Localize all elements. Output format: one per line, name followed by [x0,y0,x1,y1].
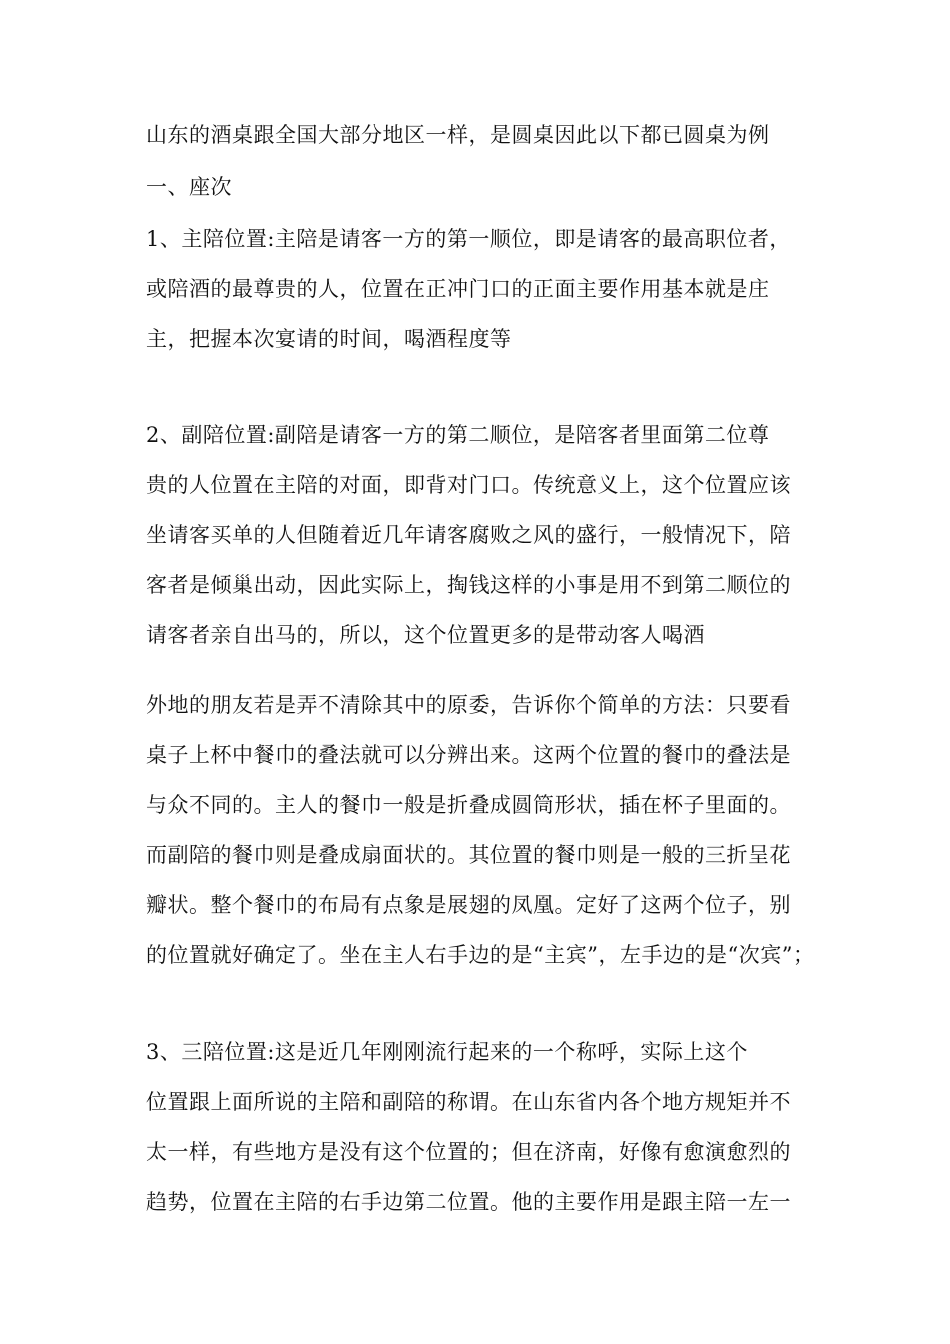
para3-line-6: 的位置就好确定了。坐在主人右手边的是“主宾”，左手边的是“次宾”； [146,943,815,967]
para3-line-2: 桌子上杯中餐巾的叠法就可以分辨出来。这两个位置的餐巾的叠法是 [146,743,791,767]
para4-line-2: 位置跟上面所说的主陪和副陪的称谓。在山东省内各个地方规矩并不 [146,1090,791,1114]
para2-line-5: 请客者亲自出马的，所以，这个位置更多的是带动客人喝酒 [146,623,705,647]
para3-line-5: 瓣状。整个餐巾的布局有点象是展翅的凤凰。定好了这两个位子，别 [146,893,791,917]
para2-line-2: 贵的人位置在主陪的对面，即背对门口。传统意义上，这个位置应该 [146,473,791,497]
para3-line-1: 外地的朋友若是弄不清除其中的原委，告诉你个简单的方法：只要看 [146,693,791,717]
section-heading: 一、座次 [146,175,232,199]
para4-line-1: 3、三陪位置:这是近几年刚刚流行起来的一个称呼，实际上这个 [146,1040,748,1064]
intro-line: 山东的酒桌跟全国大部分地区一样，是圆桌因此以下都已圆桌为例 [146,123,770,147]
para1-line-1: 1、主陪位置:主陪是请客一方的第一顺位，即是请客的最高职位者， [146,227,791,251]
para4-line-3: 太一样，有些地方是没有这个位置的；但在济南，好像有愈演愈烈的 [146,1140,791,1164]
para3-line-4: 而副陪的餐巾则是叠成扇面状的。其位置的餐巾则是一般的三折呈花 [146,843,791,867]
para2-line-3: 坐请客买单的人但随着近几年请客腐败之风的盛行，一般情况下，陪 [146,523,791,547]
para3-line-3: 与众不同的。主人的餐巾一般是折叠成圆筒形状，插在杯子里面的。 [146,793,791,817]
para4-line-4: 趋势，位置在主陪的右手边第二位置。他的主要作用是跟主陪一左一 [146,1190,791,1214]
para1-line-2: 或陪酒的最尊贵的人，位置在正冲门口的正面主要作用基本就是庄 [146,277,770,301]
para2-line-1: 2、副陪位置:副陪是请客一方的第二顺位，是陪客者里面第二位尊 [146,423,770,447]
para2-line-4: 客者是倾巢出动，因此实际上，掏钱这样的小事是用不到第二顺位的 [146,573,791,597]
para1-line-3: 主，把握本次宴请的时间，喝酒程度等 [146,327,512,351]
